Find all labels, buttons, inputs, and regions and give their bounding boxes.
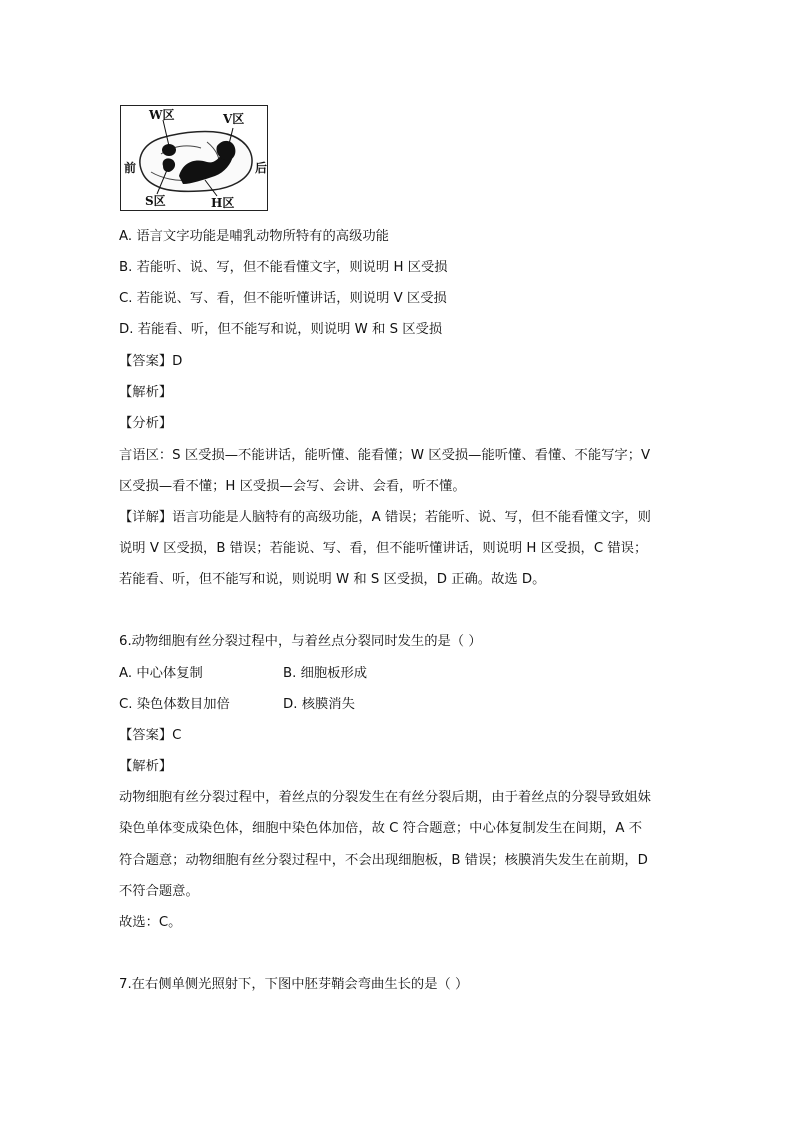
answer-label: 【答案】D <box>119 354 183 369</box>
question-7-stem: 7.在右侧单侧光照射下，下图中胚芽鞘会弯曲生长的是（ ） <box>119 977 469 992</box>
q6-analysis-line: 不符合题意。 <box>119 884 199 899</box>
fenxi-line: 言语区：S 区受损—不能讲话，能听懂、能看懂；W 区受损—能听懂、看懂、不能写字；V <box>119 448 651 463</box>
option-d: D. 若能看、听，但不能写和说，则说明 W 和 S 区受损 <box>119 322 443 337</box>
back-label: 后 <box>255 161 268 175</box>
q6-analysis-heading: 【解析】 <box>119 759 173 774</box>
q6-option-d: D. 核膜消失 <box>283 697 355 712</box>
v-area-label: V区 <box>223 112 245 126</box>
q6-analysis-line: 动物细胞有丝分裂过程中，着丝点的分裂发生在有丝分裂后期，由于着丝点的分裂导致姐妹 <box>119 790 651 805</box>
detail-line: 若能看、听，但不能写和说，则说明 W 和 S 区受损，D 正确。故选 D。 <box>119 572 546 587</box>
q6-analysis-line: 染色单体变成染色体，细胞中染色体加倍，故 C 符合题意；中心体复制发生在间期，A 不 <box>119 821 643 836</box>
question-6-stem: 6.动物细胞有丝分裂过程中，与着丝点分裂同时发生的是（ ） <box>119 634 482 649</box>
fenxi-heading: 【分析】 <box>119 416 173 431</box>
q6-answer-label: 【答案】C <box>119 728 182 743</box>
option-a: A. 语言文字功能是哺乳动物所特有的高级功能 <box>119 229 389 244</box>
q6-option-b: B. 细胞板形成 <box>283 666 368 681</box>
q6-option-a: A. 中心体复制 <box>119 666 203 681</box>
s-area-label: S区 <box>145 194 166 208</box>
analysis-heading: 【解析】 <box>119 385 173 400</box>
brain-diagram <box>121 106 269 212</box>
detail-line: 【详解】语言功能是人脑特有的高级功能，A 错误；若能听、说、写，但不能看懂文字，则 <box>119 510 651 525</box>
q6-option-c: C. 染色体数目加倍 <box>119 697 230 712</box>
w-area-label: W区 <box>149 108 175 122</box>
h-area-label: H区 <box>211 196 235 210</box>
detail-line: 说明 V 区受损，B 错误；若能说、写、看，但不能听懂讲话，则说明 H 区受损，C 错误； <box>119 541 648 556</box>
option-c: C. 若能说、写、看，但不能听懂讲话，则说明 V 区受损 <box>119 291 447 306</box>
option-b: B. 若能听、说、写，但不能看懂文字，则说明 H 区受损 <box>119 260 448 275</box>
brain-language-area-figure <box>120 105 268 211</box>
fenxi-line: 区受损—看不懂；H 区受损—会写、会讲、会看，听不懂。 <box>119 479 466 494</box>
q6-analysis-line: 符合题意；动物细胞有丝分裂过程中，不会出现细胞板，B 错误；核膜消失发生在前期，D <box>119 853 648 868</box>
front-label: 前 <box>124 161 137 175</box>
q6-conclusion: 故选：C。 <box>119 915 182 930</box>
